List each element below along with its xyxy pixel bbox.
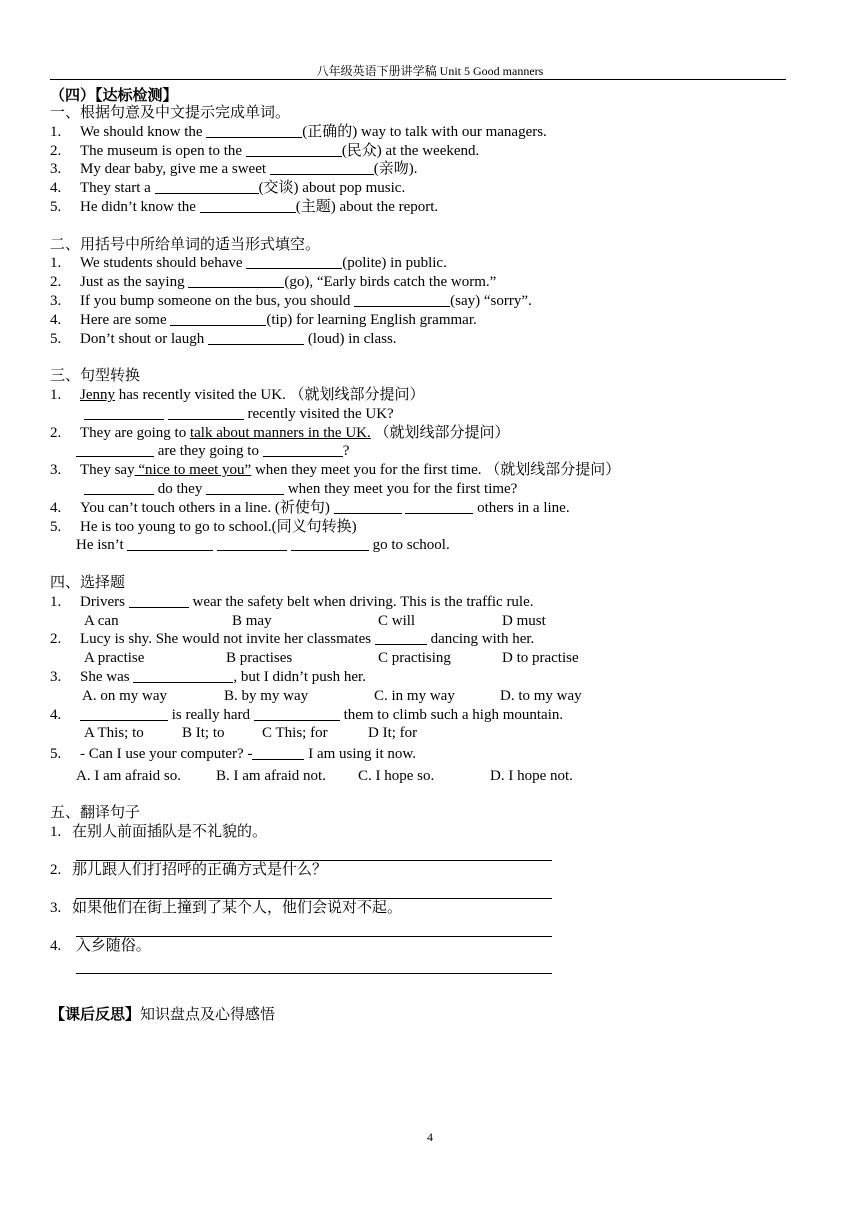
- underlined-text: “nice to meet you”: [134, 462, 252, 479]
- choice-options: [50, 612, 790, 631]
- option-c[interactable]: C. in my way: [374, 687, 455, 704]
- answer-blank[interactable]: [270, 160, 374, 175]
- part3-answer: are they going to ?: [50, 442, 790, 461]
- choice-question: 3. She was , but I didn’t push her.: [50, 668, 366, 685]
- answer-blank[interactable]: [170, 311, 266, 326]
- part2-item: 1. We students should behave (polite) in public.: [50, 255, 447, 272]
- answer-blank[interactable]: [334, 499, 402, 514]
- answer-blank[interactable]: [168, 405, 244, 420]
- part3-question: 3. They say “nice to meet you” when they meet you for the first time. （就划线部分提问）: [50, 462, 621, 479]
- part5-title: 五、翻译句子: [50, 805, 141, 822]
- option-b[interactable]: B practises: [226, 650, 293, 667]
- answer-blank[interactable]: [208, 330, 304, 345]
- translate-item: 1. 在别人前面插队是不礼貌的。: [50, 824, 268, 841]
- part1-title: 一、根据句意及中文提示完成单词。: [50, 105, 291, 121]
- part2-item: 3. If you bump someone on the bus, you should (say) “sorry”.: [50, 292, 532, 309]
- reflection-section: [50, 1003, 275, 1024]
- option-c[interactable]: C practising: [378, 650, 451, 667]
- part3-answer: recently visited the UK?: [50, 405, 790, 424]
- answer-blank[interactable]: [217, 536, 287, 551]
- option-b[interactable]: B. I am afraid not.: [216, 767, 326, 784]
- part3-answer: do they when they meet you for the first time?: [50, 480, 790, 499]
- choice-question: 1. Drivers wear the safety belt when driving. This is the traffic rule.: [50, 593, 534, 610]
- option-d[interactable]: D. I hope not.: [490, 767, 573, 784]
- part3-question: 4. You can’t touch others in a line. (祈使句) others in a line.: [50, 499, 570, 516]
- answer-blank[interactable]: [133, 668, 233, 683]
- option-b[interactable]: B may: [232, 612, 272, 629]
- translate-item: 2. 那儿跟人们打招呼的正确方式是什么？: [50, 862, 328, 879]
- part3-title: 三、句型转换: [50, 368, 141, 385]
- answer-blank[interactable]: [84, 405, 164, 420]
- section-heading: （四）【达标检测】: [50, 88, 178, 104]
- part1-item: 4. They start a (交谈) about pop music.: [50, 180, 406, 197]
- choice-question: 2. Lucy is shy. She would not invite her classmates dancing with her.: [50, 631, 535, 648]
- part1-item: 5. He didn’t know the (主题) about the report.: [50, 198, 439, 215]
- translate-item: 3. 如果他们在街上撞到了某个人，他们会说对不起。: [50, 899, 403, 916]
- part4-title: 四、选择题: [50, 574, 126, 591]
- answer-blank[interactable]: [263, 442, 343, 457]
- translate-item: 4. 入乡随俗。: [50, 937, 151, 954]
- part2-item: 2. Just as the saying (go), “Early birds catch the worm.”: [50, 274, 497, 291]
- answer-blank[interactable]: [252, 745, 304, 760]
- part1-item: 3. My dear baby, give me a sweet (亲吻).: [50, 161, 418, 178]
- answer-line[interactable]: [76, 842, 552, 861]
- choice-options: [50, 649, 790, 668]
- answer-blank[interactable]: [291, 536, 369, 551]
- header-rule: [50, 79, 786, 80]
- part2-title: 二、用括号中所给单词的适当形式填空。: [50, 236, 321, 253]
- choice-options: [50, 687, 790, 706]
- part3-answer: He isn’t go to school.: [76, 537, 450, 554]
- part3-question: 5. He is too young to go to school.(同义句转换): [50, 518, 357, 535]
- answer-blank[interactable]: [354, 292, 450, 307]
- answer-line[interactable]: [76, 880, 552, 899]
- option-a[interactable]: A. I am afraid so.: [76, 767, 181, 784]
- choice-question: 5. - Can I use your computer? - I am using it now.: [50, 746, 416, 763]
- option-c[interactable]: C This; for: [262, 725, 328, 742]
- option-a[interactable]: A can: [84, 612, 119, 629]
- choice-options: [50, 767, 790, 786]
- exercise-content: [50, 104, 790, 974]
- reflection-text: 知识盘点及心得感悟: [140, 1007, 276, 1023]
- answer-blank[interactable]: [188, 273, 284, 288]
- option-d[interactable]: D must: [502, 612, 546, 629]
- answer-blank[interactable]: [405, 499, 473, 514]
- answer-blank[interactable]: [206, 123, 302, 138]
- answer-blank[interactable]: [129, 593, 189, 608]
- option-d[interactable]: D It; for: [368, 725, 418, 742]
- underlined-text: talk about manners in the UK.: [189, 424, 371, 441]
- option-b[interactable]: B It; to: [182, 725, 225, 742]
- choice-options: [50, 724, 790, 743]
- answer-blank[interactable]: [246, 142, 342, 157]
- answer-blank[interactable]: [84, 480, 154, 495]
- answer-blank[interactable]: [127, 536, 213, 551]
- part1-item: 1. We should know the (正确的) way to talk with our managers.: [50, 123, 547, 140]
- answer-blank[interactable]: [76, 442, 154, 457]
- answer-blank[interactable]: [200, 198, 296, 213]
- option-b[interactable]: B. by my way: [224, 687, 309, 704]
- option-c[interactable]: C. I hope so.: [358, 767, 435, 784]
- answer-blank[interactable]: [80, 706, 168, 721]
- page-header: 八年级英语下册讲学稿 Unit 5 Good manners: [316, 64, 544, 78]
- answer-blank[interactable]: [246, 254, 342, 269]
- part3-question: 2. They are going to talk about manners in the UK. （就划线部分提问）: [50, 424, 510, 441]
- answer-blank[interactable]: [375, 630, 427, 645]
- page-number: 4: [427, 1130, 433, 1144]
- choice-question: 4. is really hard them to climb such a high mountain.: [50, 706, 564, 723]
- option-a[interactable]: A This; to: [84, 725, 144, 742]
- part3-question: 1. Jenny has recently visited the UK. （就划线部分提问）: [50, 386, 425, 403]
- answer-blank[interactable]: [206, 480, 284, 495]
- option-a[interactable]: A. on my way: [82, 687, 167, 704]
- answer-blank[interactable]: [155, 179, 259, 194]
- option-d[interactable]: D to practise: [502, 650, 579, 667]
- answer-blank[interactable]: [254, 706, 340, 721]
- answer-line[interactable]: [76, 955, 552, 974]
- answer-line[interactable]: [76, 918, 552, 937]
- option-a[interactable]: A practise: [84, 650, 145, 667]
- option-d[interactable]: D. to my way: [500, 687, 582, 704]
- part1-item: 2. The museum is open to the (民众) at the weekend.: [50, 142, 480, 159]
- part2-item: 5. Don’t shout or laugh (loud) in class.: [50, 330, 397, 347]
- underlined-text: Jenny: [80, 386, 115, 403]
- part2-item: 4. Here are some (tip) for learning English grammar.: [50, 311, 477, 328]
- option-c[interactable]: C will: [378, 612, 416, 629]
- reflection-label: 【课后反思】: [50, 1007, 141, 1023]
